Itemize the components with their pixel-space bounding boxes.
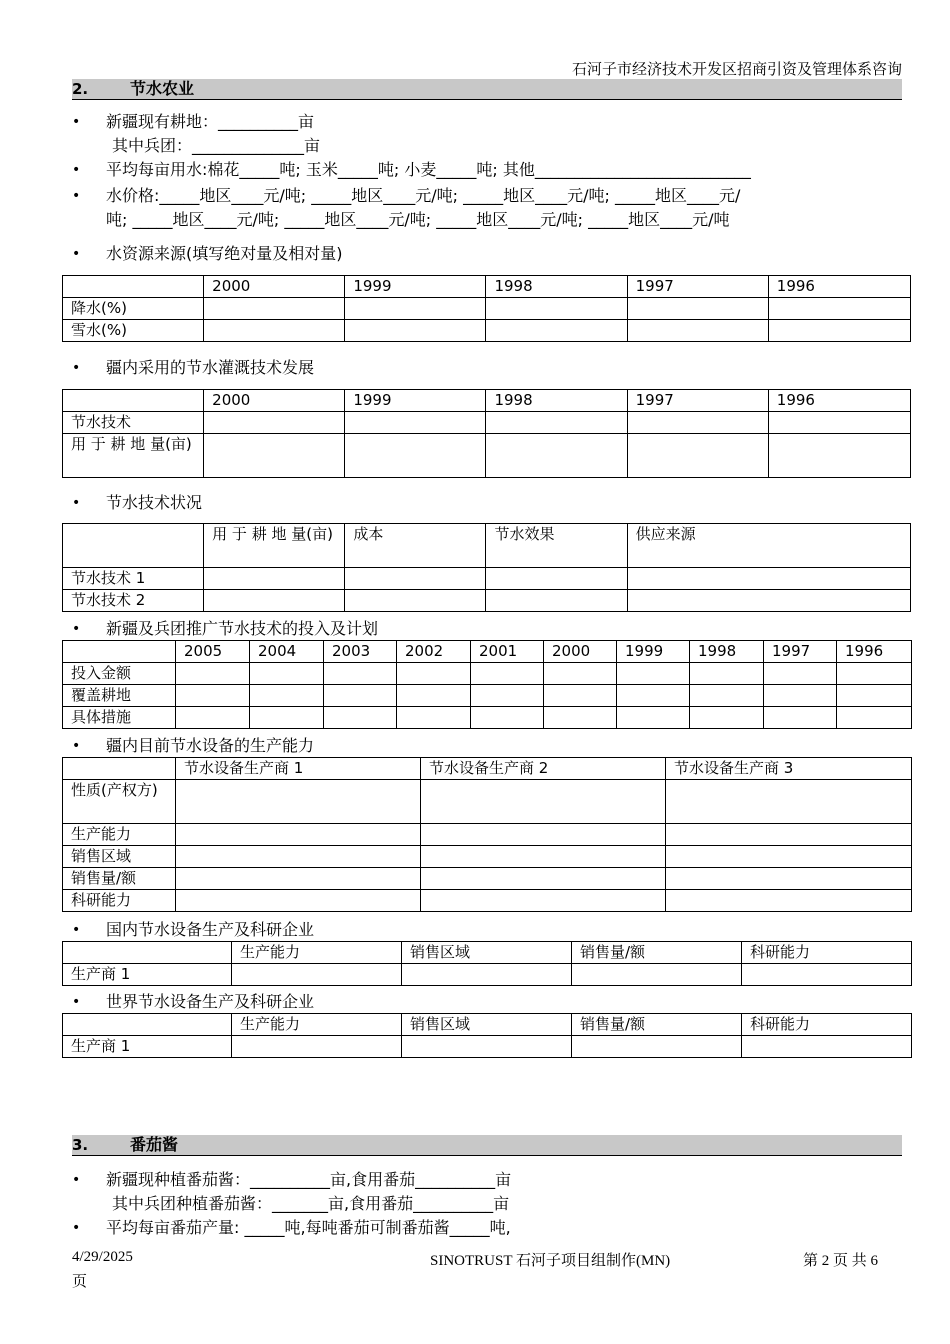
table-header-cell: 2004 xyxy=(250,641,324,663)
input-cell[interactable] xyxy=(176,824,421,846)
table-row xyxy=(63,434,911,478)
bullet-dot-icon: • xyxy=(72,114,81,130)
running-header: 石河子市经济技术开发区招商引资及管理体系咨询 xyxy=(571,62,902,78)
bullet-dot-icon: • xyxy=(72,360,81,376)
bullet-dot-icon: • xyxy=(72,246,81,262)
bullet-dot-icon: • xyxy=(72,621,81,637)
water-source-label: 水资源来源(填写绝对量及相对量) xyxy=(106,244,343,263)
row-label: 性质(产权方) xyxy=(63,780,176,824)
input-cell[interactable] xyxy=(204,434,345,478)
table-header-cell: 2000 xyxy=(204,390,345,412)
section-3-number: 3. xyxy=(72,1136,89,1154)
input-cell[interactable] xyxy=(486,590,627,612)
table-header-cell: 节水设备生产商 3 xyxy=(666,758,912,780)
input-cell[interactable] xyxy=(486,412,627,434)
input-cell[interactable] xyxy=(690,663,764,685)
input-cell[interactable] xyxy=(690,685,764,707)
input-cell[interactable] xyxy=(397,707,471,729)
bullet-dot-icon: • xyxy=(72,922,81,938)
input-cell[interactable] xyxy=(768,298,910,320)
table-header-cell: 1997 xyxy=(627,276,768,298)
input-cell[interactable] xyxy=(250,707,324,729)
row-label: 生产商 1 xyxy=(63,1036,232,1058)
water-price-line-2: 吨; _____地区____元/吨; _____地区____元/吨; _____地区____元/吨; _____地区____元/吨 xyxy=(106,210,730,229)
table-row xyxy=(63,780,912,824)
input-cell[interactable] xyxy=(627,320,768,342)
table-row xyxy=(63,964,912,986)
input-cell[interactable] xyxy=(627,590,910,612)
section-3-title: 番茄酱 xyxy=(130,1135,179,1154)
input-cell[interactable] xyxy=(397,685,471,707)
section-2-title: 节水农业 xyxy=(130,79,195,98)
table-header-cell: 销售区域 xyxy=(402,942,572,964)
table-row xyxy=(63,890,912,912)
input-cell[interactable] xyxy=(345,298,486,320)
input-cell[interactable] xyxy=(204,320,345,342)
input-cell[interactable] xyxy=(324,707,397,729)
input-cell[interactable] xyxy=(204,298,345,320)
input-cell[interactable] xyxy=(768,412,910,434)
input-cell[interactable] xyxy=(204,590,345,612)
row-label: 雪水(%) xyxy=(63,320,204,342)
table-header-cell: 生产能力 xyxy=(232,1014,402,1036)
input-cell[interactable] xyxy=(471,663,544,685)
domestic-label: 国内节水设备生产及科研企业 xyxy=(106,920,315,939)
input-cell[interactable] xyxy=(204,412,345,434)
input-cell[interactable] xyxy=(421,846,666,868)
input-cell[interactable] xyxy=(617,707,690,729)
table-header-cell: 1998 xyxy=(486,390,627,412)
investment-table xyxy=(62,640,912,729)
table-header-cell: 1998 xyxy=(486,276,627,298)
table-row xyxy=(63,298,911,320)
equipment-table xyxy=(62,757,912,912)
table-header-cell xyxy=(63,390,204,412)
input-cell[interactable] xyxy=(176,890,421,912)
table-header-cell: 1996 xyxy=(837,641,912,663)
row-label: 生产商 1 xyxy=(63,964,232,986)
input-cell[interactable] xyxy=(617,685,690,707)
water-source-table xyxy=(62,275,911,342)
bullet-dot-icon: • xyxy=(72,495,81,511)
input-cell[interactable] xyxy=(232,1036,402,1058)
table-header-cell xyxy=(63,758,176,780)
farmland-bingtuan-line: 其中兵团：______________亩 xyxy=(112,136,321,155)
row-label: 节水技术 xyxy=(63,412,204,434)
row-label: 销售量/额 xyxy=(63,868,176,890)
table-header-cell xyxy=(63,524,204,568)
table-header-cell: 1996 xyxy=(768,276,910,298)
farmland-line: 新疆现有耕地：__________亩 xyxy=(106,112,315,131)
input-cell[interactable] xyxy=(345,434,486,478)
table-header-cell: 2005 xyxy=(176,641,250,663)
input-cell[interactable] xyxy=(176,663,250,685)
table-header-cell: 1997 xyxy=(627,390,768,412)
table-header-cell: 2000 xyxy=(204,276,345,298)
table-header-cell xyxy=(63,942,232,964)
input-cell[interactable] xyxy=(421,780,666,824)
tech-status-label: 节水技术状况 xyxy=(106,493,203,512)
input-cell[interactable] xyxy=(176,868,421,890)
table-header-cell xyxy=(63,276,204,298)
input-cell[interactable] xyxy=(486,568,627,590)
table-header-cell: 1999 xyxy=(345,276,486,298)
table-row xyxy=(63,846,912,868)
input-cell[interactable] xyxy=(232,964,402,986)
table-header-cell: 销售区域 xyxy=(402,1014,572,1036)
investment-label: 新疆及兵团推广节水技术的投入及计划 xyxy=(106,619,379,638)
input-cell[interactable] xyxy=(666,890,912,912)
table-row xyxy=(63,320,911,342)
input-cell[interactable] xyxy=(486,320,627,342)
tomato-area-line: 新疆现种植番茄酱：__________亩,食用番茄__________亩 xyxy=(106,1170,512,1189)
bullet-dot-icon: • xyxy=(72,1172,81,1188)
table-row xyxy=(63,663,912,685)
input-cell[interactable] xyxy=(768,434,910,478)
input-cell[interactable] xyxy=(176,846,421,868)
row-label: 科研能力 xyxy=(63,890,176,912)
table-header-cell: 节水效果 xyxy=(486,524,627,568)
input-cell[interactable] xyxy=(324,685,397,707)
table-row xyxy=(63,590,911,612)
table-header-cell: 销售量/额 xyxy=(572,1014,742,1036)
input-cell[interactable] xyxy=(250,663,324,685)
table-row xyxy=(63,1036,912,1058)
input-cell[interactable] xyxy=(176,780,421,824)
row-label: 具体措施 xyxy=(63,707,176,729)
input-cell[interactable] xyxy=(402,1036,572,1058)
row-label: 覆盖耕地 xyxy=(63,685,176,707)
table-row xyxy=(63,824,912,846)
bullet-dot-icon: • xyxy=(72,738,81,754)
input-cell[interactable] xyxy=(666,780,912,824)
row-label: 生产能力 xyxy=(63,824,176,846)
row-label: 降水(%) xyxy=(63,298,204,320)
irrigation-tech-label: 疆内采用的节水灌溉技术发展 xyxy=(106,358,315,377)
table-header-cell: 用 于 耕 地 量(亩) xyxy=(204,524,345,568)
input-cell[interactable] xyxy=(764,685,837,707)
input-cell[interactable] xyxy=(402,964,572,986)
input-cell[interactable] xyxy=(421,868,666,890)
input-cell[interactable] xyxy=(421,890,666,912)
table-header-cell: 2002 xyxy=(397,641,471,663)
row-label: 销售区域 xyxy=(63,846,176,868)
table-row xyxy=(63,412,911,434)
input-cell[interactable] xyxy=(176,685,250,707)
table-header-cell xyxy=(63,641,176,663)
table-header-cell: 销售量/额 xyxy=(572,942,742,964)
water-price-line-1: 水价格:_____地区____元/吨; _____地区____元/吨; _____地区____元/吨; _____地区____元/ xyxy=(106,186,741,205)
table-header-cell: 节水设备生产商 2 xyxy=(421,758,666,780)
input-cell[interactable] xyxy=(764,663,837,685)
input-cell[interactable] xyxy=(627,568,910,590)
footer-page-number: 第 2 页 共 6 xyxy=(803,1253,879,1269)
input-cell[interactable] xyxy=(345,590,486,612)
irrigation-tech-table xyxy=(62,389,911,478)
bullet-dot-icon: • xyxy=(72,162,81,178)
input-cell[interactable] xyxy=(544,685,617,707)
bullet-dot-icon: • xyxy=(72,994,81,1010)
input-cell[interactable] xyxy=(397,663,471,685)
table-header-cell xyxy=(63,1014,232,1036)
row-label: 节水技术 1 xyxy=(63,568,204,590)
input-cell[interactable] xyxy=(572,1036,742,1058)
table-header-cell: 1999 xyxy=(345,390,486,412)
input-cell[interactable] xyxy=(742,964,912,986)
table-header-cell: 1996 xyxy=(768,390,910,412)
input-cell[interactable] xyxy=(572,964,742,986)
table-header-cell: 成本 xyxy=(345,524,486,568)
input-cell[interactable] xyxy=(250,685,324,707)
table-header-cell: 2001 xyxy=(471,641,544,663)
input-cell[interactable] xyxy=(176,707,250,729)
table-row xyxy=(63,685,912,707)
input-cell[interactable] xyxy=(690,707,764,729)
table-row xyxy=(63,707,912,729)
input-cell[interactable] xyxy=(837,707,912,729)
table-header-cell: 生产能力 xyxy=(232,942,402,964)
table-header-cell: 2003 xyxy=(324,641,397,663)
input-cell[interactable] xyxy=(666,868,912,890)
tomato-bingtuan-line: 其中兵团种植番茄酱：_______亩,食用番茄__________亩 xyxy=(112,1194,510,1213)
row-label: 投入金额 xyxy=(63,663,176,685)
input-cell[interactable] xyxy=(324,663,397,685)
table-header-cell: 1999 xyxy=(617,641,690,663)
footer-date: 4/29/2025 xyxy=(72,1249,133,1265)
input-cell[interactable] xyxy=(204,568,345,590)
input-cell[interactable] xyxy=(742,1036,912,1058)
footer-center: SINOTRUST 石河子项目组制作(MN) xyxy=(430,1253,671,1269)
table-row xyxy=(63,868,912,890)
table-header-cell: 2000 xyxy=(544,641,617,663)
input-cell[interactable] xyxy=(764,707,837,729)
input-cell[interactable] xyxy=(471,707,544,729)
footer-page-suffix: 页 xyxy=(72,1274,88,1290)
section-3-heading xyxy=(72,1135,902,1156)
input-cell[interactable] xyxy=(768,320,910,342)
input-cell[interactable] xyxy=(544,707,617,729)
input-cell[interactable] xyxy=(421,824,666,846)
world-table xyxy=(62,1013,912,1058)
input-cell[interactable] xyxy=(627,298,768,320)
table-header-cell: 科研能力 xyxy=(742,942,912,964)
tomato-yield-line: 平均每亩番茄产量: _____吨,每吨番茄可制番茄酱_____吨, xyxy=(106,1218,511,1237)
table-header-cell: 1998 xyxy=(690,641,764,663)
input-cell[interactable] xyxy=(666,824,912,846)
row-label: 用 于 耕 地 量(亩) xyxy=(63,434,204,478)
bullet-dot-icon: • xyxy=(72,1220,81,1236)
table-header-cell: 科研能力 xyxy=(742,1014,912,1036)
table-header-cell: 1997 xyxy=(764,641,837,663)
table-header-cell: 节水设备生产商 1 xyxy=(176,758,421,780)
input-cell[interactable] xyxy=(837,663,912,685)
input-cell[interactable] xyxy=(345,320,486,342)
input-cell[interactable] xyxy=(345,412,486,434)
equipment-capacity-label: 疆内目前节水设备的生产能力 xyxy=(106,736,315,755)
input-cell[interactable] xyxy=(486,298,627,320)
input-cell[interactable] xyxy=(345,568,486,590)
input-cell[interactable] xyxy=(837,685,912,707)
table-row xyxy=(63,568,911,590)
input-cell[interactable] xyxy=(617,663,690,685)
input-cell[interactable] xyxy=(544,663,617,685)
row-label: 节水技术 2 xyxy=(63,590,204,612)
section-2-number: 2. xyxy=(72,80,89,98)
tech-status-table xyxy=(62,523,911,612)
bullet-dot-icon: • xyxy=(72,188,81,204)
domestic-table xyxy=(62,941,912,986)
input-cell[interactable] xyxy=(627,434,768,478)
water-use-line: 平均每亩用水:棉花_____吨; 玉米_____吨; 小麦_____吨; 其他___________________________ xyxy=(106,160,751,179)
section-2-heading xyxy=(72,79,902,100)
input-cell[interactable] xyxy=(486,434,627,478)
world-label: 世界节水设备生产及科研企业 xyxy=(106,992,315,1011)
table-header-cell: 供应来源 xyxy=(627,524,910,568)
input-cell[interactable] xyxy=(627,412,768,434)
input-cell[interactable] xyxy=(666,846,912,868)
input-cell[interactable] xyxy=(471,685,544,707)
